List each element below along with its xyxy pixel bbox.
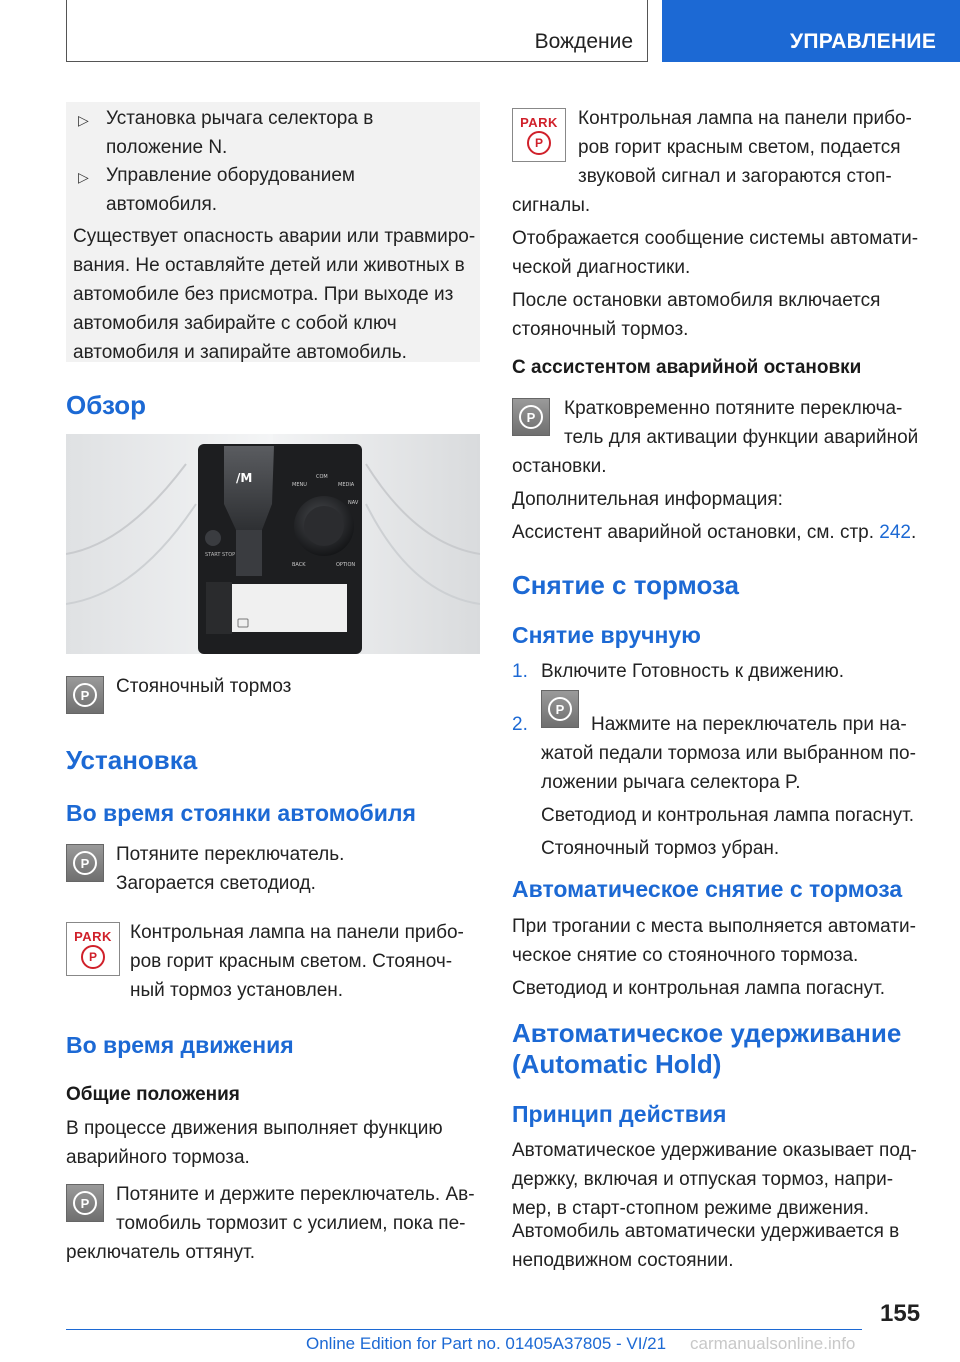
- step-1-number: 1.: [512, 661, 528, 682]
- hold-line-2: томобиль тормозит с усилием, пока пе-: [116, 1213, 466, 1234]
- footer-divider: [66, 1329, 862, 1330]
- parking-brake-switch-icon: P: [541, 690, 579, 728]
- footer-edition: Online Edition for Part no. 01405A37805 - VI/21: [306, 1334, 667, 1353]
- parking-brake-switch-icon: P: [66, 844, 104, 882]
- svg-text:/M: /M: [236, 471, 253, 485]
- header-section-label: Вождение: [534, 30, 633, 53]
- release-heading: Снятие с тормоза: [512, 570, 740, 600]
- step-2-result-1: Светодиод и контрольная лампа погаснут.: [541, 805, 915, 826]
- media-label: MEDIA: [338, 482, 355, 488]
- park-lamp-line-1: Контрольная лампа на панели прибо-: [130, 922, 464, 943]
- period: .: [911, 522, 917, 543]
- header-chapter-label: УПРАВЛЕНИЕ: [790, 30, 937, 53]
- principle-line-2: держку, включая и отпуская тормоз, напри-: [512, 1169, 894, 1190]
- autohold-heading-line-1: Автоматическое удерживание: [512, 1018, 902, 1048]
- step-2-line-1: Нажмите на переключатель при на-: [591, 714, 907, 735]
- parking-brake-switch-icon: P: [512, 398, 550, 436]
- bullet-triangle-icon: ▷: [78, 112, 89, 128]
- parking-brake-switch-icon: P: [66, 1184, 104, 1222]
- park-lamp-line-3: ный тормоз установлен.: [130, 980, 344, 1001]
- general-heading: Общие положения: [66, 1084, 240, 1105]
- step-2-line-3: ложении рычага селектора P.: [541, 772, 801, 793]
- console-photo: [66, 434, 480, 654]
- assist-line-1: Кратковременно потяните переключа-: [564, 398, 903, 419]
- autohold-heading-line-2: (Automatic Hold): [512, 1049, 722, 1079]
- photo-caption: Стояночный тормоз: [116, 676, 292, 697]
- parking-line-2: Загорается светодиод.: [116, 873, 316, 894]
- start-stop-label: START STOP: [205, 552, 236, 558]
- lamp-line-3: звуковой сигнал и загораются стоп-: [578, 166, 892, 187]
- nav-label: NAV: [348, 500, 359, 506]
- check-line-2: ческой диагностики.: [512, 257, 691, 278]
- step-2-result-2: Стояночный тормоз убран.: [541, 838, 780, 859]
- warning-text-3: автомобиле без присмотра. При выходе из: [73, 284, 454, 305]
- auto-release-line-1: При трогании с места выполняется автомати-: [512, 916, 916, 937]
- console-illustration: [66, 434, 480, 654]
- warning-item-1-line-1: Установка рычага селектора в: [106, 108, 374, 129]
- assist-line-3: остановки.: [512, 456, 607, 477]
- overview-heading: Обзор: [66, 390, 146, 420]
- more-info-label: Дополнительная информация:: [512, 489, 783, 510]
- warning-item-2-line-1: Управление оборудованием: [106, 165, 355, 186]
- footer-watermark: carmanualsonline.info: [690, 1334, 856, 1353]
- warning-text-4: автомобиля забирайте с собой ключ: [73, 313, 397, 334]
- step-1-text: Включите Готовность к движению.: [541, 661, 845, 682]
- principle-line-3: мер, в старт-стопном режиме движения.: [512, 1198, 870, 1219]
- header-section-tab[interactable]: [66, 0, 648, 62]
- step-2-line-2: жатой педали тормоза или выбранном по-: [541, 743, 916, 764]
- step-2-number: 2.: [512, 714, 528, 735]
- hold-line-1: Потяните и держите переключатель. Ав-: [116, 1184, 475, 1205]
- principle-heading: Принцип действия: [512, 1101, 727, 1127]
- warning-text-2: вания. Не оставляйте детей или животных в: [73, 255, 465, 276]
- manual-heading: Снятие вручную: [512, 622, 701, 648]
- after-stop-line-2: стояночный тормоз.: [512, 319, 689, 340]
- com-label: COM: [316, 474, 328, 480]
- principle-line-1: Автоматическое удерживание оказывает под-: [512, 1140, 917, 1161]
- auto-release-led: Светодиод и контрольная лампа погаснут.: [512, 978, 886, 999]
- principle2-line-2: неподвижном состоянии.: [512, 1250, 734, 1271]
- page-number: 155: [880, 1300, 921, 1327]
- parking-line-1: Потяните переключатель.: [116, 844, 345, 865]
- warning-item-1-line-2: положение N.: [106, 137, 228, 158]
- install-heading: Установка: [66, 745, 198, 775]
- warning-item-2-line-2: автомобиля.: [106, 194, 218, 215]
- driving-heading: Во время движения: [66, 1032, 294, 1058]
- lamp-line-1: Контрольная лампа на панели прибо-: [578, 108, 912, 129]
- park-warning-lamp-icon: PARK P: [66, 922, 120, 976]
- general-line-2: аварийного тормоза.: [66, 1147, 250, 1168]
- warning-text-1: Существует опасность аварии или травмиро-: [73, 226, 476, 247]
- auto-release-heading: Автоматическое снятие с тормоза: [512, 876, 903, 902]
- bullet-triangle-icon: ▷: [78, 169, 89, 185]
- after-stop-line-1: После остановки автомобиля включается: [512, 290, 881, 311]
- warning-text-5: автомобиля и запирайте автомобиль.: [73, 342, 407, 363]
- lamp-line-4: сигналы.: [512, 195, 591, 216]
- general-line-1: В процессе движения выполняет функцию: [66, 1118, 443, 1139]
- park-lamp-line-2: ров горит красным светом. Стояноч-: [130, 951, 453, 972]
- option-label: OPTION: [336, 562, 356, 568]
- assist-heading: С ассистентом аварийной остановки: [512, 357, 862, 378]
- menu-label: MENU: [292, 482, 307, 488]
- assist-line-2: тель для активации функции аварийной: [564, 427, 919, 448]
- parking-brake-switch-icon: P: [66, 676, 104, 714]
- back-label: BACK: [292, 562, 306, 568]
- header-chapter-tab[interactable]: [662, 0, 960, 62]
- principle2-line-1: Автомобиль автоматически удерживается в: [512, 1221, 900, 1242]
- park-warning-lamp-icon: PARK P: [512, 108, 566, 162]
- assist-reference-page-link[interactable]: 242: [879, 522, 911, 543]
- check-line-1: Отображается сообщение системы автомати-: [512, 228, 919, 249]
- auto-release-line-2: ческое снятие со стояночного тормоза.: [512, 945, 859, 966]
- hold-line-3: реключатель оттянут.: [66, 1242, 256, 1263]
- lamp-line-2: ров горит красным светом, подается: [578, 137, 901, 158]
- parking-heading: Во время стоянки автомобиля: [66, 800, 416, 826]
- assist-reference-text: Ассистент аварийной остановки, см. стр.: [512, 522, 875, 543]
- assist-reference: [512, 518, 916, 547]
